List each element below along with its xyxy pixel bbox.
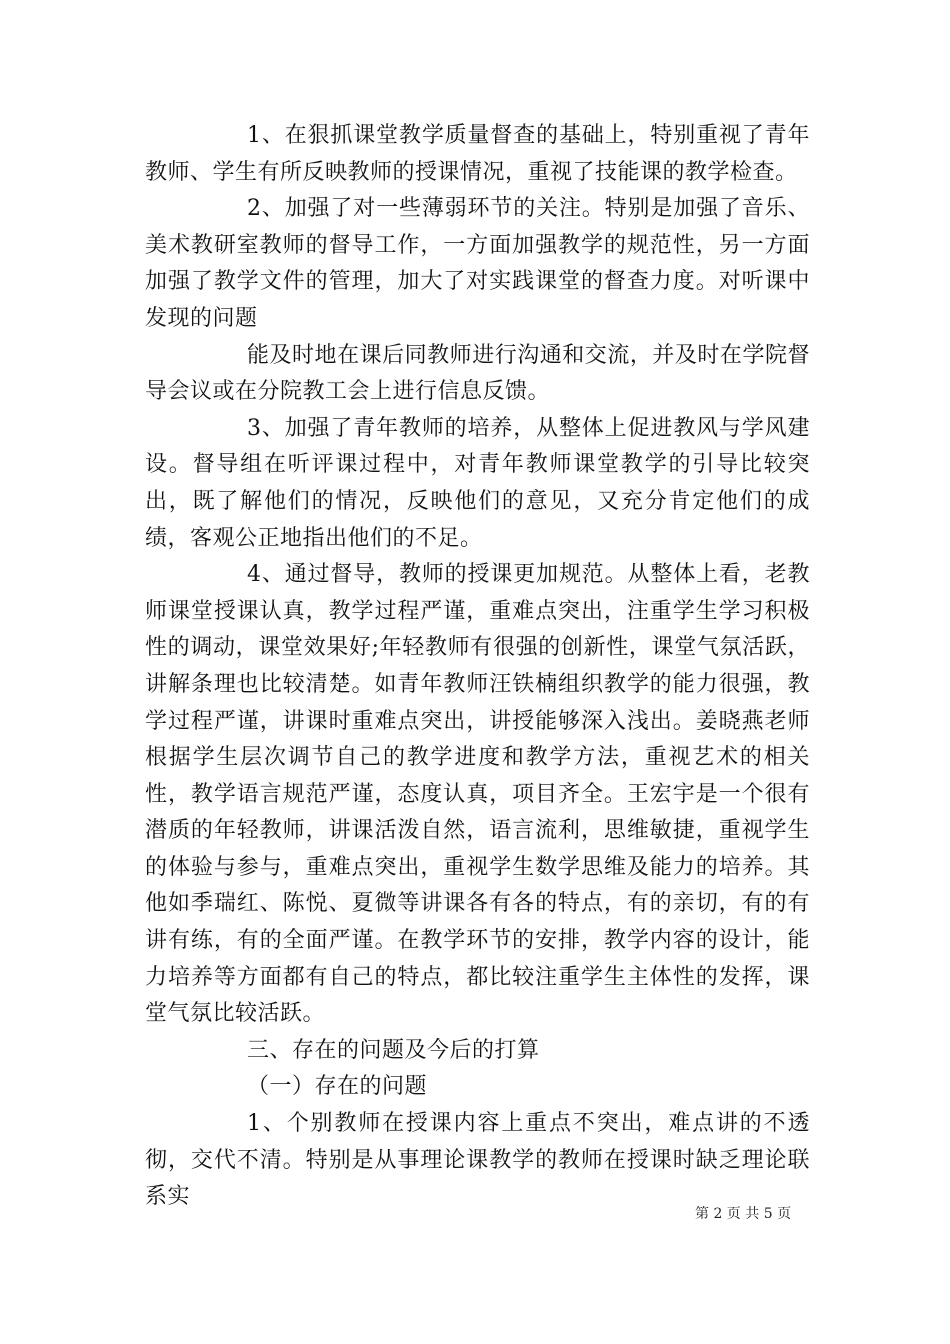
page-number-footer: 第 2 页 共 5 页 (695, 1206, 792, 1222)
subsection-heading: （一）存在的问题 (247, 1074, 428, 1100)
paragraph-3: 能及时地在课后同教师进行沟通和交流，并及时在学院督导会议或在分院教工会上进行信息反馈。 (145, 342, 810, 405)
paragraph-4: 3、加强了青年教师的培养，从整体上促进教风与学风建设。督导组在听评课过程中，对青年教师课堂教学的引导比较突出，既了解他们的情况，反映他们的意见，又充分肯定他们的成绩，客观公正地指出他们的不足。 (145, 415, 810, 551)
paragraph-1: 1、在狠抓课堂教学质量督查的基础上，特别重视了青年教师、学生有所反映教师的授课情况，重视了技能课的教学检查。 (145, 123, 810, 185)
document-body (145, 118, 810, 1216)
paragraph-2: 2、加强了对一些薄弱环节的关注。特别是加强了音乐、美术教研室教师的督导工作，一方面加强教学的规范性，另一方面加强了教学文件的管理，加大了对实践课堂的督查力度。对听课中发现的问题 (145, 196, 810, 331)
paragraph-6: 1、个别教师在授课内容上重点不突出，难点讲的不透彻，交代不清。特别是从事理论课教学的教师在授课时缺乏理论联系实 (145, 1111, 810, 1210)
paragraph-5: 4、通过督导，教师的授课更加规范。从整体上看，老教师课堂授课认真，教学过程严谨，重难点突出，注重学生学习积极性的调动，课堂效果好;年轻教师有很强的创新性，课堂气氛活跃，讲解条理也比较清楚。如青年教师汪铁楠组织教学的能力很强，教学过程严谨，讲课时重难点突出，讲授能够深入浅出。姜晓燕老师根据学生层次调节自己的教学进度和教学方法，重视艺术的相关性，教学语言规范严谨，态度认真，项目齐全。王宏宇是一个很有潜质的年轻教师，讲课活泼自然，语言流利，思维敏捷，重视学生的体验与参与，重难点突出，重视学生数学思维及能力的培养。其他如季瑞红、陈悦、夏微等讲课各有各的特点，有的亲切，有的有讲有练，有的全面严谨。在教学环节的安排，教学内容的设计，能力培养等方面都有自己的特点，都比较注重学生主体性的发挥，课堂气氛比较活跃。 (145, 562, 810, 1027)
section-heading: 三、存在的问题及今后的打算 (247, 1037, 540, 1063)
